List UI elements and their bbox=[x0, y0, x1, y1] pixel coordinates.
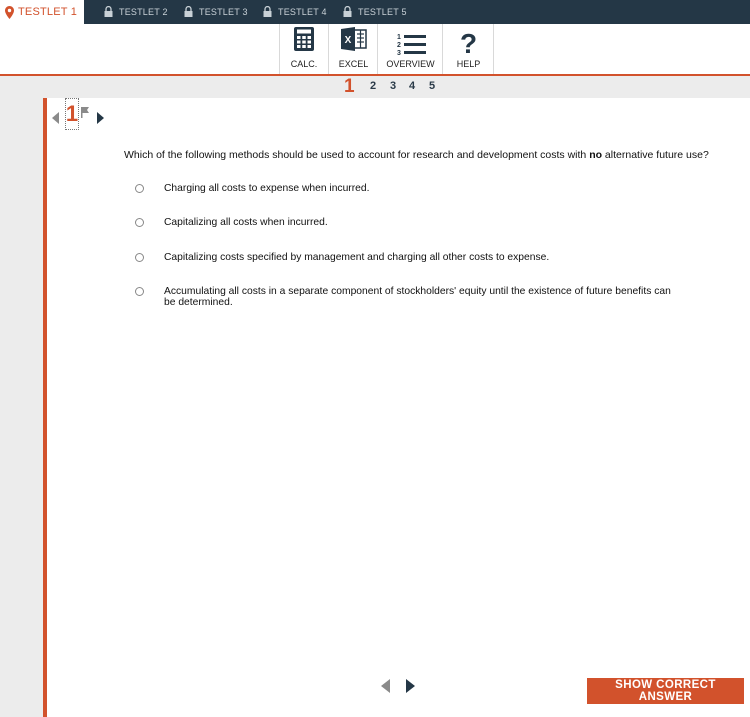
answer-option-text: Capitalizing costs specified by management and charging all other costs to expense. bbox=[164, 252, 550, 263]
next-question-arrow-icon[interactable] bbox=[97, 111, 104, 129]
question-text-bold: no bbox=[589, 149, 603, 161]
question-nav-item[interactable]: 5 bbox=[429, 80, 436, 92]
overview-number: 1 bbox=[396, 34, 401, 41]
question-panel bbox=[43, 98, 750, 717]
tab-label: TESTLET 4 bbox=[278, 7, 327, 17]
tool-label: EXCEL bbox=[338, 59, 369, 69]
answer-option[interactable] bbox=[135, 217, 684, 228]
tool-label: CALC. bbox=[290, 59, 318, 69]
question-text-after: alternative future use? bbox=[602, 149, 709, 161]
tool-label: OVERVIEW bbox=[386, 59, 435, 69]
question-number: 1 bbox=[65, 101, 79, 126]
excel-button[interactable] bbox=[330, 24, 378, 74]
answer-option-text: Charging all costs to expense when incurred. bbox=[164, 183, 370, 194]
tab-testlet-2[interactable] bbox=[104, 0, 168, 24]
prev-question-arrow-icon[interactable] bbox=[52, 111, 59, 129]
bottom-prev-arrow-icon[interactable] bbox=[381, 679, 390, 698]
help-button[interactable] bbox=[444, 24, 494, 74]
tab-testlet-3[interactable] bbox=[184, 0, 248, 24]
radio-button[interactable] bbox=[135, 184, 144, 193]
answer-option[interactable] bbox=[135, 183, 684, 194]
calc-button[interactable] bbox=[279, 24, 329, 74]
calculator-icon bbox=[294, 27, 314, 56]
location-pin-icon bbox=[5, 6, 14, 19]
tab-testlet-5[interactable] bbox=[343, 0, 407, 24]
numbered-list-icon bbox=[395, 32, 427, 56]
answer-option-text: Accumulating all costs in a separate component of stockholders' equity until the existence of future benefits can be determined. bbox=[164, 286, 671, 308]
toolbar bbox=[0, 24, 750, 74]
tab-testlet-4[interactable] bbox=[263, 0, 327, 24]
current-question-marker bbox=[65, 98, 79, 130]
flag-icon[interactable] bbox=[81, 105, 89, 123]
answer-option[interactable] bbox=[135, 252, 684, 263]
overview-button[interactable] bbox=[379, 24, 443, 74]
answer-option[interactable] bbox=[135, 286, 684, 308]
question-number-nav bbox=[0, 76, 750, 98]
question-nav-item[interactable]: 3 bbox=[390, 80, 397, 92]
lock-icon bbox=[104, 6, 113, 19]
radio-button[interactable] bbox=[135, 287, 144, 296]
tab-label: TESTLET 3 bbox=[199, 7, 248, 17]
tab-label: TESTLET 2 bbox=[119, 7, 168, 17]
overview-number: 2 bbox=[396, 42, 401, 49]
show-correct-answer-button[interactable]: SHOW CORRECT ANSWER bbox=[587, 678, 744, 704]
tab-testlet-1[interactable] bbox=[0, 0, 84, 24]
overview-number: 3 bbox=[396, 50, 401, 56]
tool-label: HELP bbox=[456, 59, 481, 69]
svg-text:X: X bbox=[344, 35, 351, 46]
testlet-tab-bar bbox=[0, 0, 750, 24]
question-mark-icon: ? bbox=[459, 28, 478, 59]
lock-icon bbox=[184, 6, 193, 19]
question-text-before: Which of the following methods should be used to account for research and development costs with bbox=[124, 149, 590, 161]
tab-label: TESTLET 5 bbox=[358, 7, 407, 17]
excel-icon bbox=[341, 27, 367, 56]
lock-icon bbox=[343, 6, 352, 19]
question-text bbox=[124, 149, 709, 161]
lock-icon bbox=[263, 6, 272, 19]
bottom-next-arrow-icon[interactable] bbox=[406, 679, 415, 698]
question-nav-current[interactable]: 1 bbox=[344, 76, 355, 97]
answer-option-text: Capitalizing all costs when incurred. bbox=[164, 217, 328, 228]
radio-button[interactable] bbox=[135, 253, 144, 262]
question-nav-item[interactable]: 4 bbox=[409, 80, 416, 92]
tab-label: TESTLET 1 bbox=[18, 6, 78, 18]
question-nav-item[interactable]: 2 bbox=[370, 80, 377, 92]
radio-button[interactable] bbox=[135, 218, 144, 227]
